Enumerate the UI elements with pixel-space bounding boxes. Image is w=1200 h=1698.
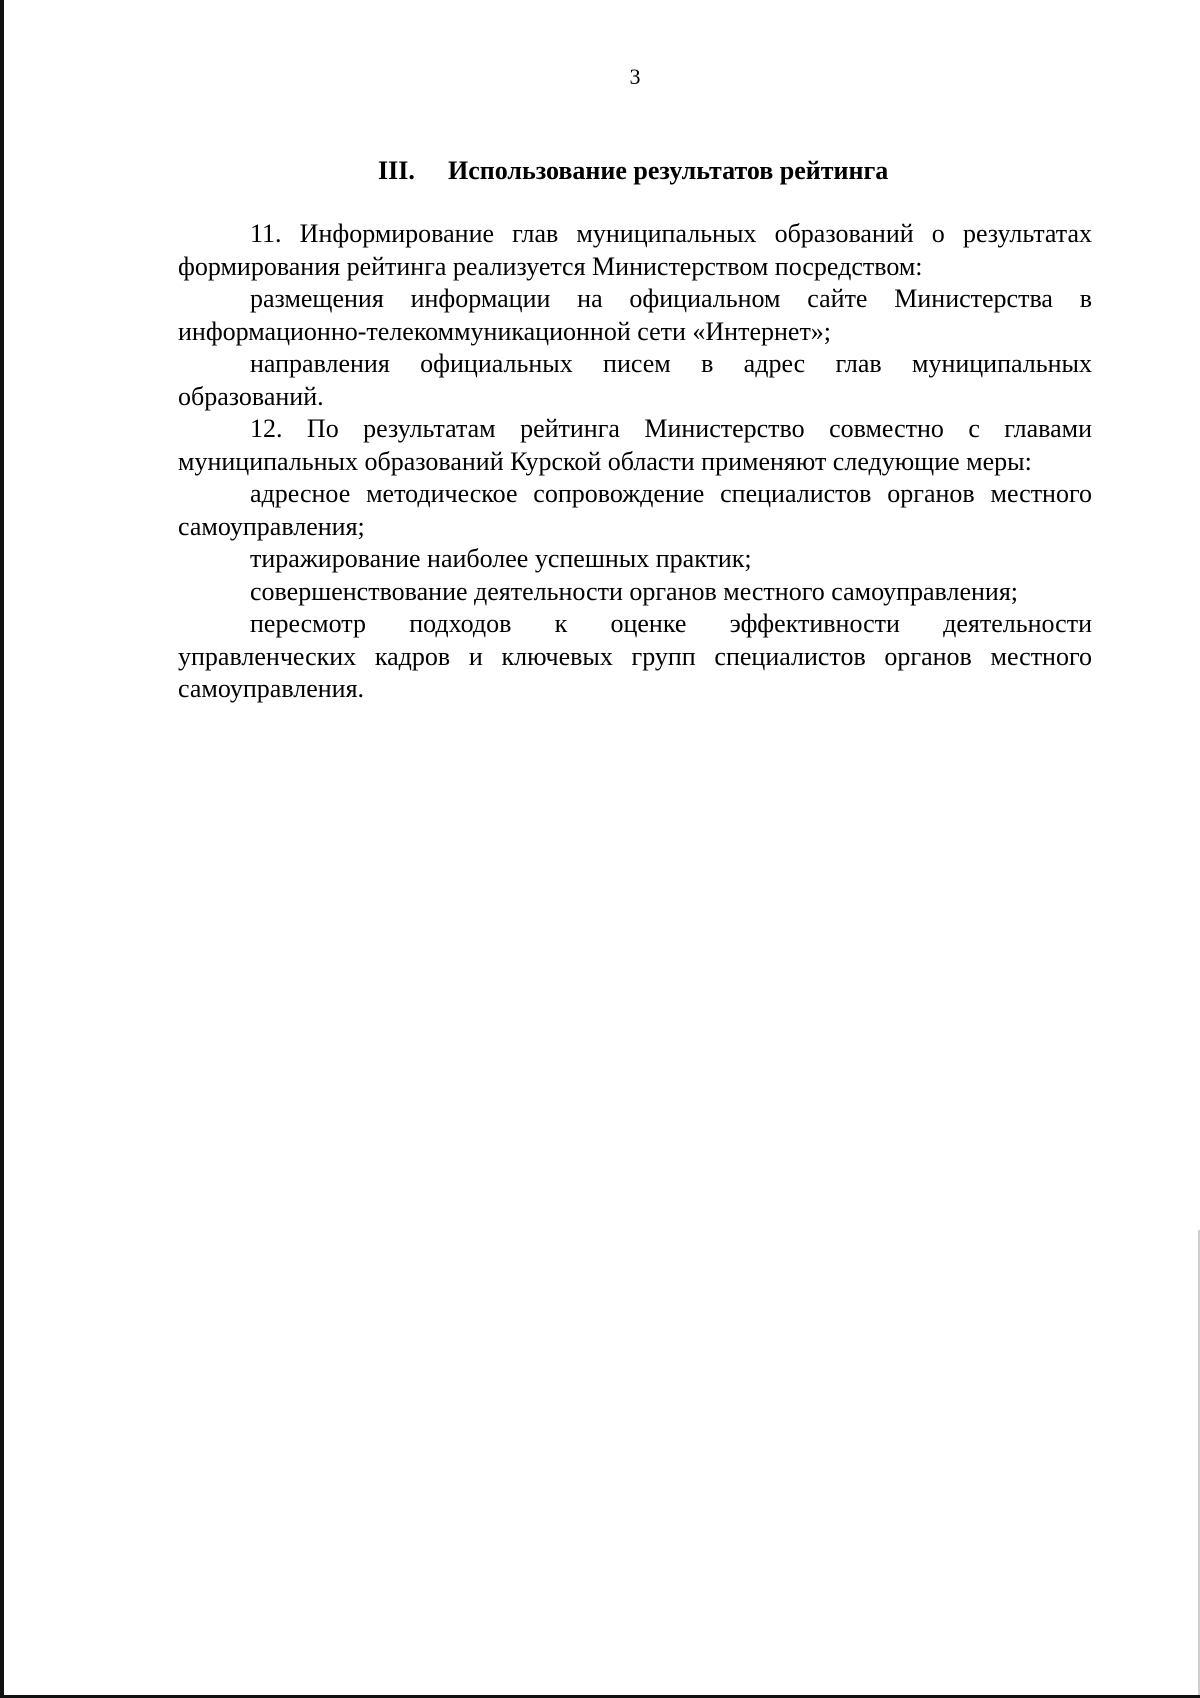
- section-number: III.: [378, 156, 415, 185]
- list-item-official-letters: направления официальных писем в адрес глав муниципальных образований.: [178, 349, 1092, 411]
- list-item-review-approaches: пересмотр подходов к оценке эффективности деятельности управленческих кадров и ключевых групп специалистов органов местного самоуправления.: [178, 609, 1092, 703]
- list-item-best-practices: тиражирование наиболее успешных практик;: [250, 544, 752, 573]
- section-heading: [378, 155, 888, 186]
- page-number: 3: [629, 64, 641, 89]
- paragraph-12: 12. По результатам рейтинга Министерство совместно с главами муниципальных образований Курской области применяют следующие меры:: [178, 414, 1092, 476]
- list-item-improvement: совершенствование деятельности органов местного самоуправления;: [250, 576, 1019, 606]
- section-title: Использование результатов рейтинга: [448, 156, 889, 185]
- list-item-methodical-support: адресное методическое сопровождение специалистов органов местного самоуправления;: [178, 479, 1092, 541]
- list-item-official-website: размещения информации на официальном сайте Министерства в информационно-телекоммуникационной сети «Интернет»;: [178, 284, 1092, 346]
- body-text: [178, 218, 1092, 706]
- scan-edge-left: [0, 0, 4, 1698]
- paragraph-11: 11. Информирование глав муниципальных образований о результатах формирования рейтинга реализуется Министерством посредством:: [178, 219, 1092, 281]
